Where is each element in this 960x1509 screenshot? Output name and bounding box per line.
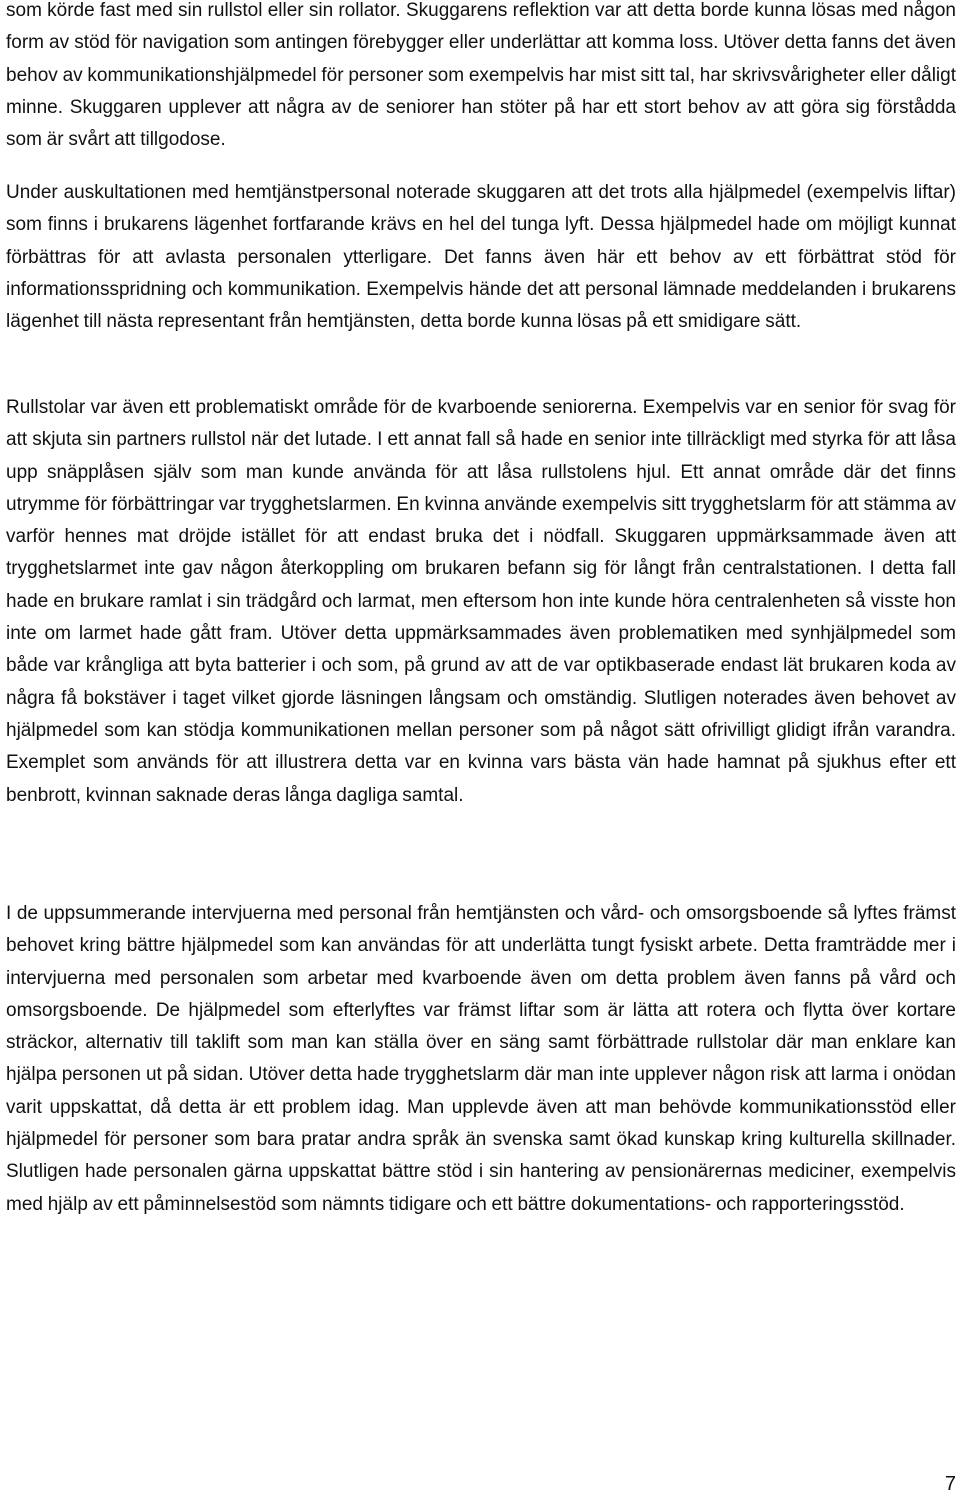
paragraph-wheelchairs-alarms: Rullstolar var även ett problematiskt område för de kvarboende seniorerna. Exempelvis var en senior för svag för att skjuta sin partners rullstol när det lutade. I ett annat fall så hade en senior inte tillräckligt med styrka för att låsa upp snäpplåsen själv som man kunde använda för att låsa rullstolens hjul. Ett annat område där det finns utrymme för förbättringar var trygghetslarmen. En kvinna använde exempelvis sitt trygghetslarm för att stämma av varför hennes mat dröjde istället för att endast bruka det i nödfall. Skuggaren uppmärksammade även att trygghetslarmet inte gav någon återkoppling om brukaren befann sig för långt från centralstationen. I detta fall hade en brukare ramlat i sin trädgård och larmat, men eftersom hon inte kunde höra centralenheten så visste hon inte om larmet hade gått fram. Utöver detta uppmärksammades även problematiken med synhjälpmedel som både var krångliga att byta batterier i och som, på grund av att de var optikbaserade endast lät brukaren koda av några få bokstäver i taget vilket gjorde läsningen långsam och omständig. Slutligen noterades även behovet av hjälpmedel som kan stödja kommunikationen mellan personer som på något sätt ofrivilligt glidigt ifrån varandra. Exemplet som används för att illustrera detta var en kvinna vars bästa vän hade hamnat på sjukhus efter ett benbrott, kvinnan saknade deras långa dagliga samtal. (6, 397, 956, 806)
paragraph-summary-interviews: I de uppsummerande intervjuerna med personal från hemtjänsten och vård- och omsorgsboende så lyftes främst behovet kring bättre hjälpmedel som kan användas för att underlätta tungt fysiskt arbete. Detta framträdde mer i intervjuerna med personalen som arbetar med kvarboende även om detta problem även fanns på vård och omsorgsboende. De hjälpmedel som efterlyftes var främst liftar som är lätta att rotera och flytta över kortare sträckor, alternativ till taklift som man kan ställa över en säng samt förbättrade rullstolar där man enklare kan hjälpa personen ut på sidan. Utöver detta hade trygghetslarm där man inte upplever någon risk att larma i onödan varit uppskattat, då detta är ett problem idag. Man upplevde även att man behövde kommunikationsstöd eller hjälpmedel för personer som bara pratar andra språk än svenska samt ökad kunskap kring kulturella skillnader. Slutligen hade personalen gärna uppskattat bättre stöd i sin hantering av pensionärernas mediciner, exempelvis med hjälp av ett påminnelsestöd som nämnts tidigare och ett bättre dokumentations- och rapporteringsstöd. (6, 903, 956, 1215)
paragraph-navigation-communication: som körde fast med sin rullstol eller sin rollator. Skuggarens reflektion var att detta borde kunna lösas med någon form av stöd för navigation som antingen förebygger eller underlättar att komma loss. Utöver detta fanns det även behov av kommunikationshjälpmedel för personer som exempelvis har mist sitt tal, har skrivsvårigheter eller dåligt minne. Skuggaren upplever att några av de seniorer han stöter på har ett stort behov av att göra sig förstådda som är svårt att tillgodose. (6, 0, 956, 151)
page-number: 7 (944, 1473, 956, 1495)
paragraph-home-care-auscultation: Under auskultationen med hemtjänstpersonal noterade skuggaren att det trots alla hjälpmedel (exempelvis liftar) som finns i brukarens lägenhet fortfarande krävs en hel del tunga lyft. Dessa hjälpmedel hade om möjligt kunnat förbättras för att avlasta personalen ytterligare. Det fanns även här ett behov av ett förbättrat stöd för informationsspridning och kommunikation. Exempelvis hände det att personal lämnade meddelanden i brukarens lägenhet till nästa representant från hemtjänsten, detta borde kunna lösas på ett smidigare sätt. (6, 182, 956, 333)
